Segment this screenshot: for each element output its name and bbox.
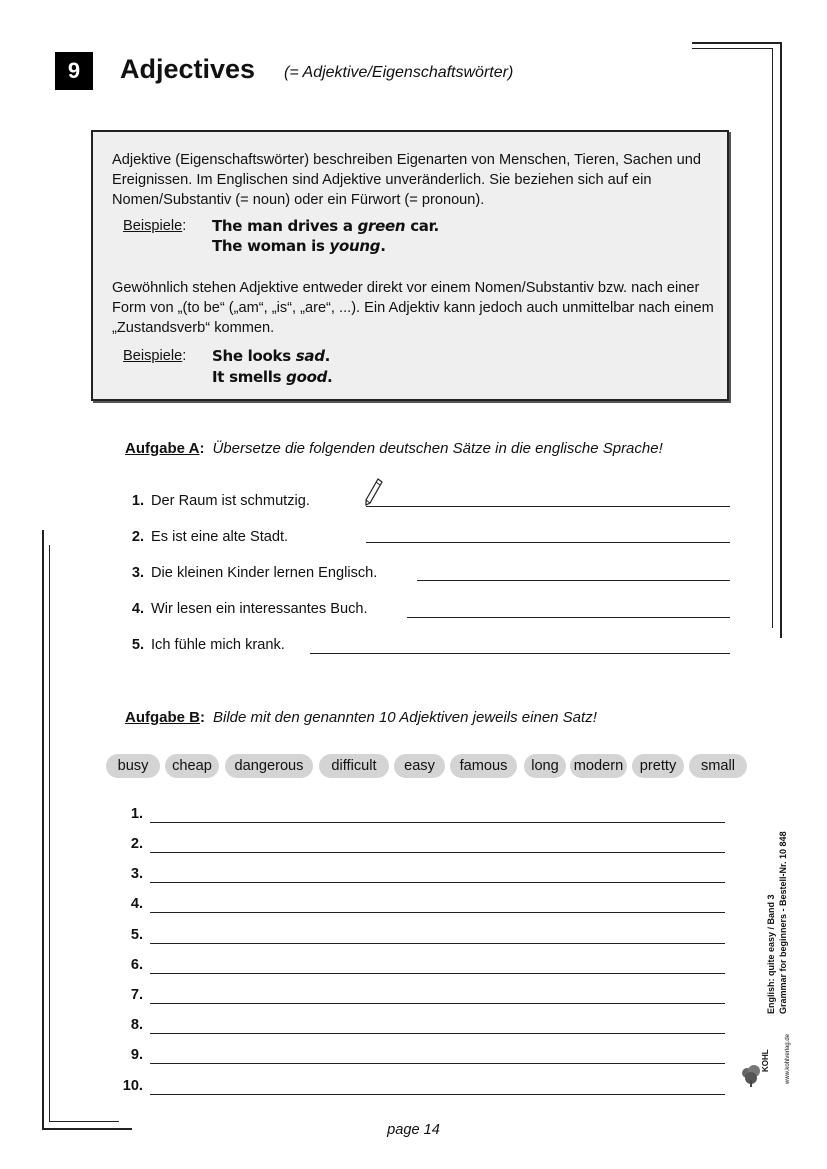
answer-line[interactable]	[150, 1063, 725, 1064]
task-b-line-number: 2.	[130, 836, 143, 852]
example-sentence: She looks sad.	[212, 347, 331, 365]
answer-line[interactable]	[407, 617, 730, 618]
adjective-chip: small	[689, 754, 747, 778]
task-a-item-number: 2.	[131, 529, 144, 545]
adjective-chip: long	[524, 754, 566, 778]
answer-line[interactable]	[150, 943, 725, 944]
answer-line[interactable]	[150, 1094, 725, 1095]
task-a-heading: Aufgabe A: Übersetze die folgenden deutschen Sätze in die englische Sprache!	[125, 440, 663, 457]
publisher-url: www.kohlverlag.de	[785, 1033, 791, 1084]
page-number: page 14	[387, 1122, 440, 1138]
adjective-chip: cheap	[165, 754, 219, 778]
task-a-item-number: 4.	[131, 601, 144, 617]
task-b-line-number: 8.	[130, 1017, 143, 1033]
answer-line[interactable]	[366, 542, 730, 543]
adjective-chip: famous	[450, 754, 517, 778]
answer-line[interactable]	[150, 1033, 725, 1034]
adjective-chip: modern	[570, 754, 627, 778]
answer-line[interactable]	[150, 912, 725, 913]
frame-top-right-inner	[692, 48, 772, 49]
sidebar-order-text: Grammar for beginners - Bestell-Nr. 10 848	[778, 831, 788, 1014]
task-a-item-number: 5.	[131, 637, 144, 653]
adjective-chip: easy	[394, 754, 445, 778]
task-a-item-text: Der Raum ist schmutzig.	[151, 493, 310, 509]
examples-label-1: Beispiele:	[123, 218, 187, 234]
task-b-heading: Aufgabe B: Bilde mit den genannten 10 Adjektiven jeweils einen Satz!	[125, 709, 597, 726]
task-a-item-text: Wir lesen ein interessantes Buch.	[151, 601, 368, 617]
task-b-line-number: 10.	[122, 1078, 143, 1094]
task-a-label: Aufgabe A	[125, 440, 200, 457]
frame-left-outer	[42, 530, 44, 1130]
chapter-number: 9	[55, 52, 93, 90]
page-subtitle: (= Adjektive/Eigenschaftswörter)	[284, 64, 514, 81]
adjective-chip: pretty	[632, 754, 684, 778]
answer-line[interactable]	[150, 973, 725, 974]
task-b-line-number: 7.	[130, 987, 143, 1003]
frame-left-inner	[49, 545, 50, 1122]
answer-line[interactable]	[417, 580, 730, 581]
tree-logo-icon	[741, 1064, 761, 1088]
answer-line[interactable]	[150, 852, 725, 853]
info-paragraph-2: Gewöhnlich stehen Adjektive entweder direkt vor einem Nomen/Substantiv bzw. nach einer Form von „(to be“ („am“, „is“, „are“, ...). Ein Adjektiv kann jedoch auch unmittelbar nach einem „Zustandsverb“ kommen.	[112, 280, 714, 336]
task-a-instruction: Übersetze die folgenden deutschen Sätze in die englische Sprache!	[212, 440, 663, 457]
answer-line[interactable]	[366, 506, 730, 507]
frame-right-inner	[772, 48, 773, 628]
task-b-line-number: 9.	[130, 1047, 143, 1063]
pencil-icon	[364, 477, 384, 507]
example-sentence: The woman is young.	[212, 237, 386, 255]
task-b-line-number: 1.	[130, 806, 143, 822]
answer-line[interactable]	[150, 1003, 725, 1004]
task-b-line-number: 3.	[130, 866, 143, 882]
answer-line[interactable]	[150, 822, 725, 823]
publisher-name: KOHL	[761, 1049, 770, 1072]
task-a-item-text: Die kleinen Kinder lernen Englisch.	[151, 565, 378, 581]
answer-line[interactable]	[310, 653, 730, 654]
task-b-instruction: Bilde mit den genannten 10 Adjektiven jeweils einen Satz!	[213, 709, 597, 726]
answer-line[interactable]	[150, 882, 725, 883]
example-sentence: The man drives a green car.	[212, 217, 439, 235]
frame-right-outer	[780, 42, 782, 638]
task-a-item-number: 3.	[131, 565, 144, 581]
task-a-item-text: Ich fühle mich krank.	[151, 637, 285, 653]
task-b-line-number: 4.	[130, 896, 143, 912]
adjective-chip: difficult	[319, 754, 389, 778]
sidebar-series-text: English: quite easy / Band 3	[766, 894, 776, 1014]
examples-label-2: Beispiele:	[123, 348, 187, 364]
info-paragraph-1: Adjektive (Eigenschaftswörter) beschreiben Eigenarten von Menschen, Tieren, Sachen und Ereignissen. Im Englischen sind Adjektive unveränderlich. Sie beziehen sich auf ein Nomen/Substantiv (= noun) oder ein Fürwort (= pronoun).	[112, 152, 701, 208]
adjective-chip: dangerous	[225, 754, 313, 778]
page-title: Adjectives	[120, 54, 256, 84]
task-b-line-number: 5.	[130, 927, 143, 943]
task-b-line-number: 6.	[130, 957, 143, 973]
example-sentence: It smells good.	[212, 368, 333, 386]
adjective-chip: busy	[106, 754, 160, 778]
task-b-label: Aufgabe B	[125, 709, 200, 726]
frame-top-right-outer	[692, 42, 782, 44]
task-a-item-text: Es ist eine alte Stadt.	[151, 529, 289, 545]
task-a-item-number: 1.	[131, 493, 144, 509]
